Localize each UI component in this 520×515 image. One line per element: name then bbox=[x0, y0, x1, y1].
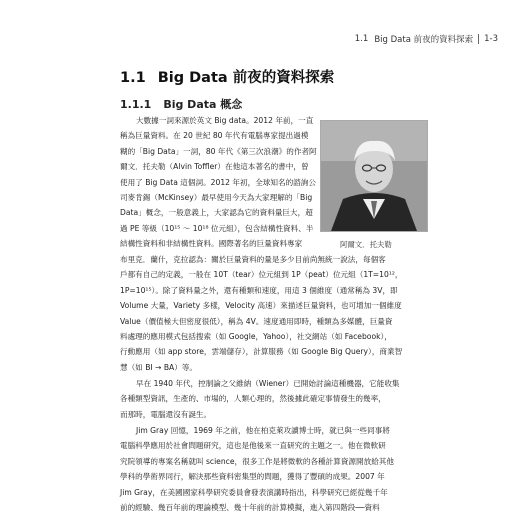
paragraph-2 bbox=[120, 376, 400, 422]
text-line: 各種類型資訊，生產的、市場的，人類心理的，然後據此確定事情發生的幾率， bbox=[120, 394, 386, 404]
header-divider bbox=[478, 34, 479, 44]
photo-caption: 阿爾文．托夫勒 bbox=[340, 240, 392, 249]
text-line: 結構性資料和非結構性資料。國際著名的巨量資料專家 bbox=[120, 239, 303, 249]
text-line: 使用了 Big Data 這個詞。2012 年初，全球知名的諮詢公 bbox=[120, 177, 316, 187]
text-line: Volume 大量，Variety 多樣，Velocity 高速）來描述巨量資料，也可增加一個維度 bbox=[120, 301, 402, 311]
text-line: 而那時，電腦還沒有誕生。 bbox=[120, 409, 212, 419]
text-line: 過 PE 等級（10¹⁵ ～ 10¹⁸ 位元組），包含結構性資料、半 bbox=[120, 223, 314, 233]
section-heading-title: Big Data 前夜的資料探索 bbox=[157, 70, 335, 86]
text-line: 早在 1940 年代，控制論之父維納（Wiener）已開始討論這種機器，它能收集 bbox=[136, 379, 400, 388]
subsection-heading-title: Big Data 概念 bbox=[163, 98, 243, 111]
text-line: 料處理的應用模式包括搜索（如 Google，Yahoo），社交網站（如 Facebook）， bbox=[120, 332, 392, 342]
text-line: 稱為巨量資料。在 20 世紀 80 年代有電腦專家提出過模 bbox=[120, 131, 309, 141]
running-header bbox=[355, 33, 498, 45]
text-line: 司麥肯錫（McKinsey）最早使用今天為大家理解的「Big bbox=[120, 193, 313, 203]
text-line: 戶都有自己的定義，一般在 10T（tear）位元組到 1P（peat）位元組（1T=10¹²， bbox=[120, 270, 403, 280]
subsection-heading bbox=[120, 96, 242, 112]
paragraph-1-continued bbox=[120, 252, 403, 375]
text-line: 1P=10¹⁵）。除了資料量之外，還有種類和速度，用這 3 個維度（通常稱為 3V，即 bbox=[120, 285, 398, 295]
text-line: 大數據一詞來源於英文 Big data。2012 年前，一直 bbox=[136, 116, 314, 125]
text-line: 爾文．托夫勒（Alvin Toffler）在他這本著名的書中，曾 bbox=[120, 162, 309, 172]
text-line: Value（價值極大但密度很低），稱為 4V。速度通用即時，種類為多媒體，巨量資 bbox=[120, 316, 393, 326]
subsection-heading-number: 1.1.1 bbox=[120, 98, 152, 111]
header-section-number: 1.1 bbox=[354, 34, 369, 44]
paragraph-3 bbox=[120, 423, 394, 515]
text-line: Jim Gray，在美國國家科學研究委員會發表演講時指出，科學研究已經從幾千年 bbox=[120, 487, 388, 497]
text-line: Data」概念，一般意義上，大家認為它的資料量巨大，超 bbox=[120, 208, 313, 218]
text-line: 行動應用（如 app store，雲端儲存），計算服務（如 Google Big Query），商業智 bbox=[120, 347, 403, 357]
text-line: 究院領導的專案名稱就叫 science，很多工作是將微軟的各種計算資源開放給其他 bbox=[120, 456, 394, 466]
portrait-photo bbox=[320, 120, 428, 232]
paragraph-1-wrapped bbox=[120, 113, 317, 252]
text-line: 布里克．蘭什，克拉認為：關於巨量資料的量是多少目前尚無統一說法，每個客 bbox=[120, 255, 386, 264]
section-heading bbox=[120, 66, 334, 87]
text-line: 糊的「Big Data」一詞，80 年代《第三次浪潮》的作者阿 bbox=[120, 146, 317, 156]
header-page-number: 1-3 bbox=[484, 34, 498, 44]
portrait-illustration bbox=[321, 121, 427, 231]
text-line: Jim Gray 回憶，1969 年之前，他在柏克萊攻讀博士時，就已與一些同事將 bbox=[136, 426, 390, 435]
text-line: 慧（如 BI → BA）等。 bbox=[120, 362, 198, 372]
text-line: 電腦科學應用於社會問題研究，這也是他後來一直研究的主題之一。他在微軟研 bbox=[120, 441, 386, 451]
text-line: 學科的學術界同行，解決那些資料密集型的問題，獲得了豐碩的成果。2007 年 bbox=[120, 472, 385, 482]
text-line: 前的經驗、幾百年前的理論模型、幾十年前的計算模擬，進入第四階段──資料 bbox=[120, 503, 380, 513]
header-section-title: Big Data 前夜的資料探索 bbox=[374, 35, 474, 45]
section-heading-number: 1.1 bbox=[120, 70, 146, 86]
